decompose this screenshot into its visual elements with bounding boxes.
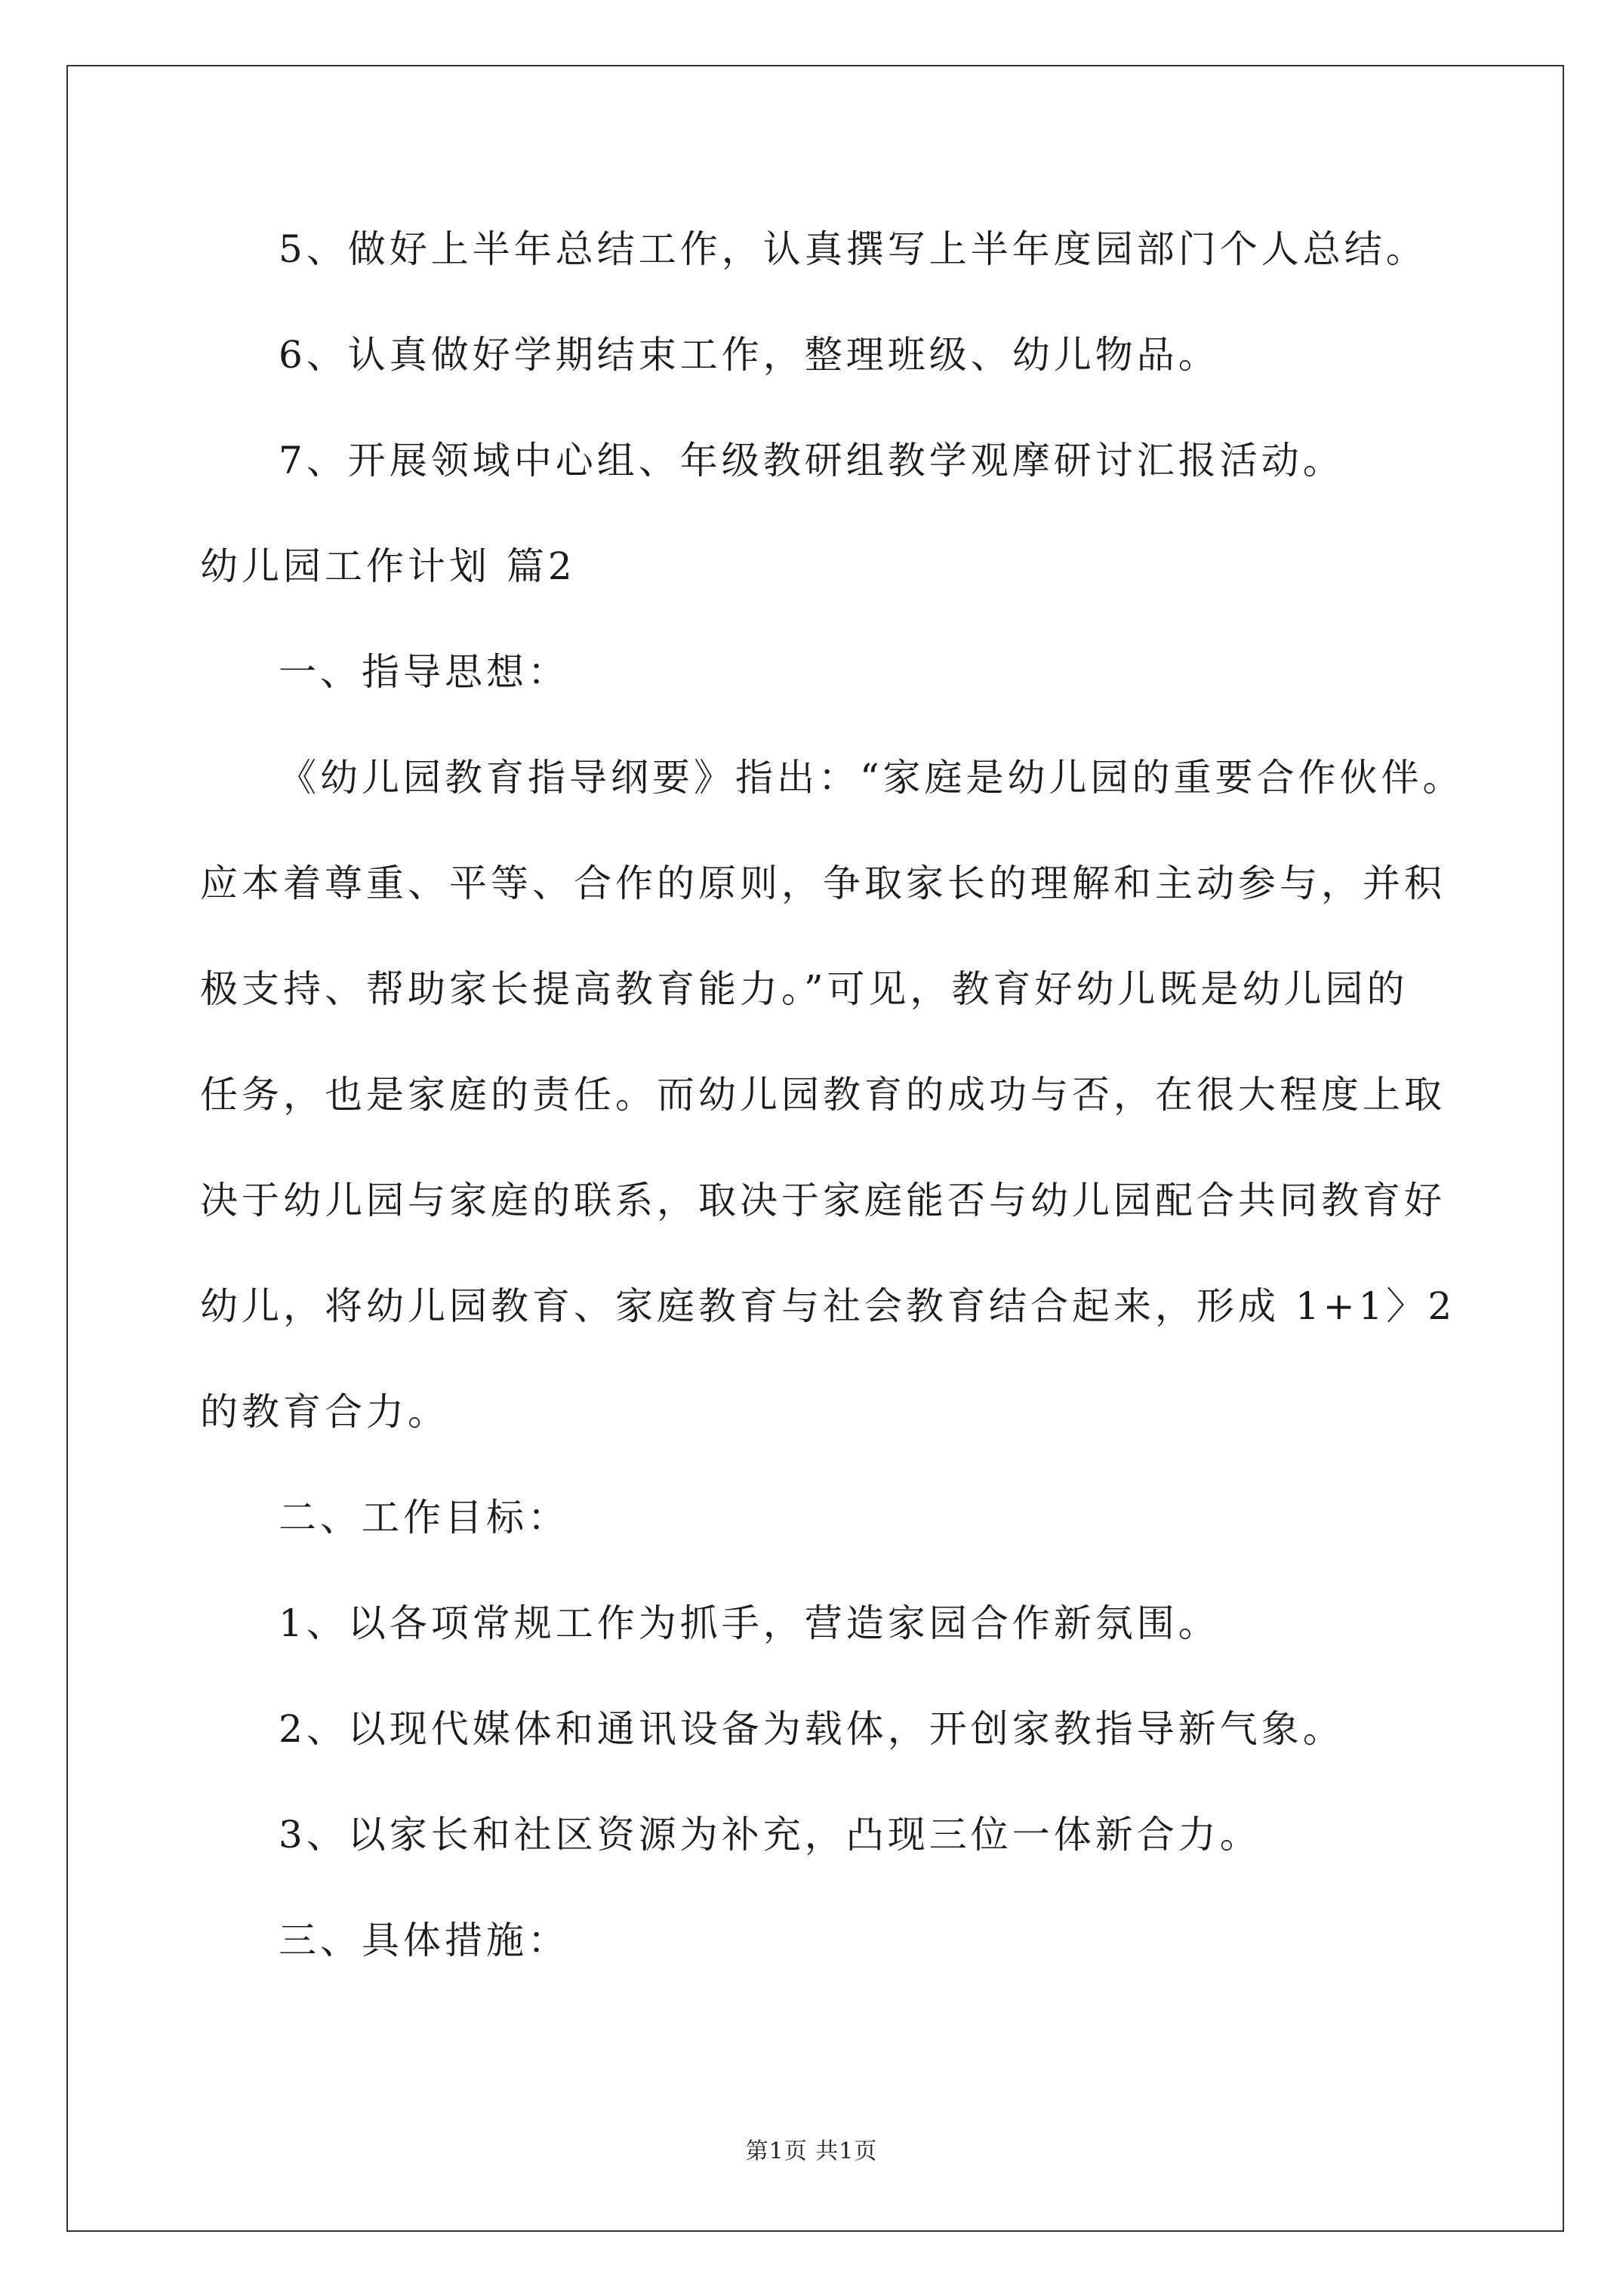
paragraph-line: 的教育合力。 xyxy=(200,1390,449,1434)
paragraph-line: 任务，也是家庭的责任。而幼儿园教育的成功与否，在很大程度上取 xyxy=(200,1073,1446,1117)
paragraph-line: 应本着尊重、平等、合作的原则，争取家长的理解和主动参与，并积 xyxy=(200,861,1446,905)
section-heading: 一、指导思想： xyxy=(279,650,569,694)
list-item: 2、以现代媒体和通讯设备为载体，开创家教指导新气象。 xyxy=(279,1707,1344,1751)
page-footer: 第1页 共1页 xyxy=(745,2138,878,2165)
list-item: 7、开展领域中心组、年级教研组教学观摩研讨汇报活动。 xyxy=(279,439,1344,482)
paragraph-line: 极支持、帮助家长提高教育能力。”可见，教育好幼儿既是幼儿园的 xyxy=(200,967,1409,1011)
list-item: 5、做好上半年总结工作，认真撰写上半年度园部门个人总结。 xyxy=(279,227,1427,271)
section-heading: 二、工作目标： xyxy=(279,1496,569,1539)
paragraph-line: 决于幼儿园与家庭的联系，取决于家庭能否与幼儿园配合共同教育好 xyxy=(200,1179,1446,1222)
section-heading: 三、具体措施： xyxy=(279,1918,569,1962)
list-item: 1、以各项常规工作为抓手，营造家园合作新氛围。 xyxy=(279,1601,1220,1645)
document-body xyxy=(200,219,1476,2016)
paragraph-line: 《幼儿园教育指导纲要》指出：“家庭是幼儿园的重要合作伙伴。 xyxy=(279,756,1464,800)
section-title: 幼儿园工作计划 篇2 xyxy=(200,544,576,588)
list-item: 6、认真做好学期结束工作，整理班级、幼儿物品。 xyxy=(279,333,1220,377)
paragraph-line: 幼儿，将幼儿园教育、家庭教育与社会教育结合起来，形成 1+1〉2 xyxy=(200,1284,1456,1328)
list-item: 3、以家长和社区资源为补充，凸现三位一体新合力。 xyxy=(279,1813,1261,1857)
